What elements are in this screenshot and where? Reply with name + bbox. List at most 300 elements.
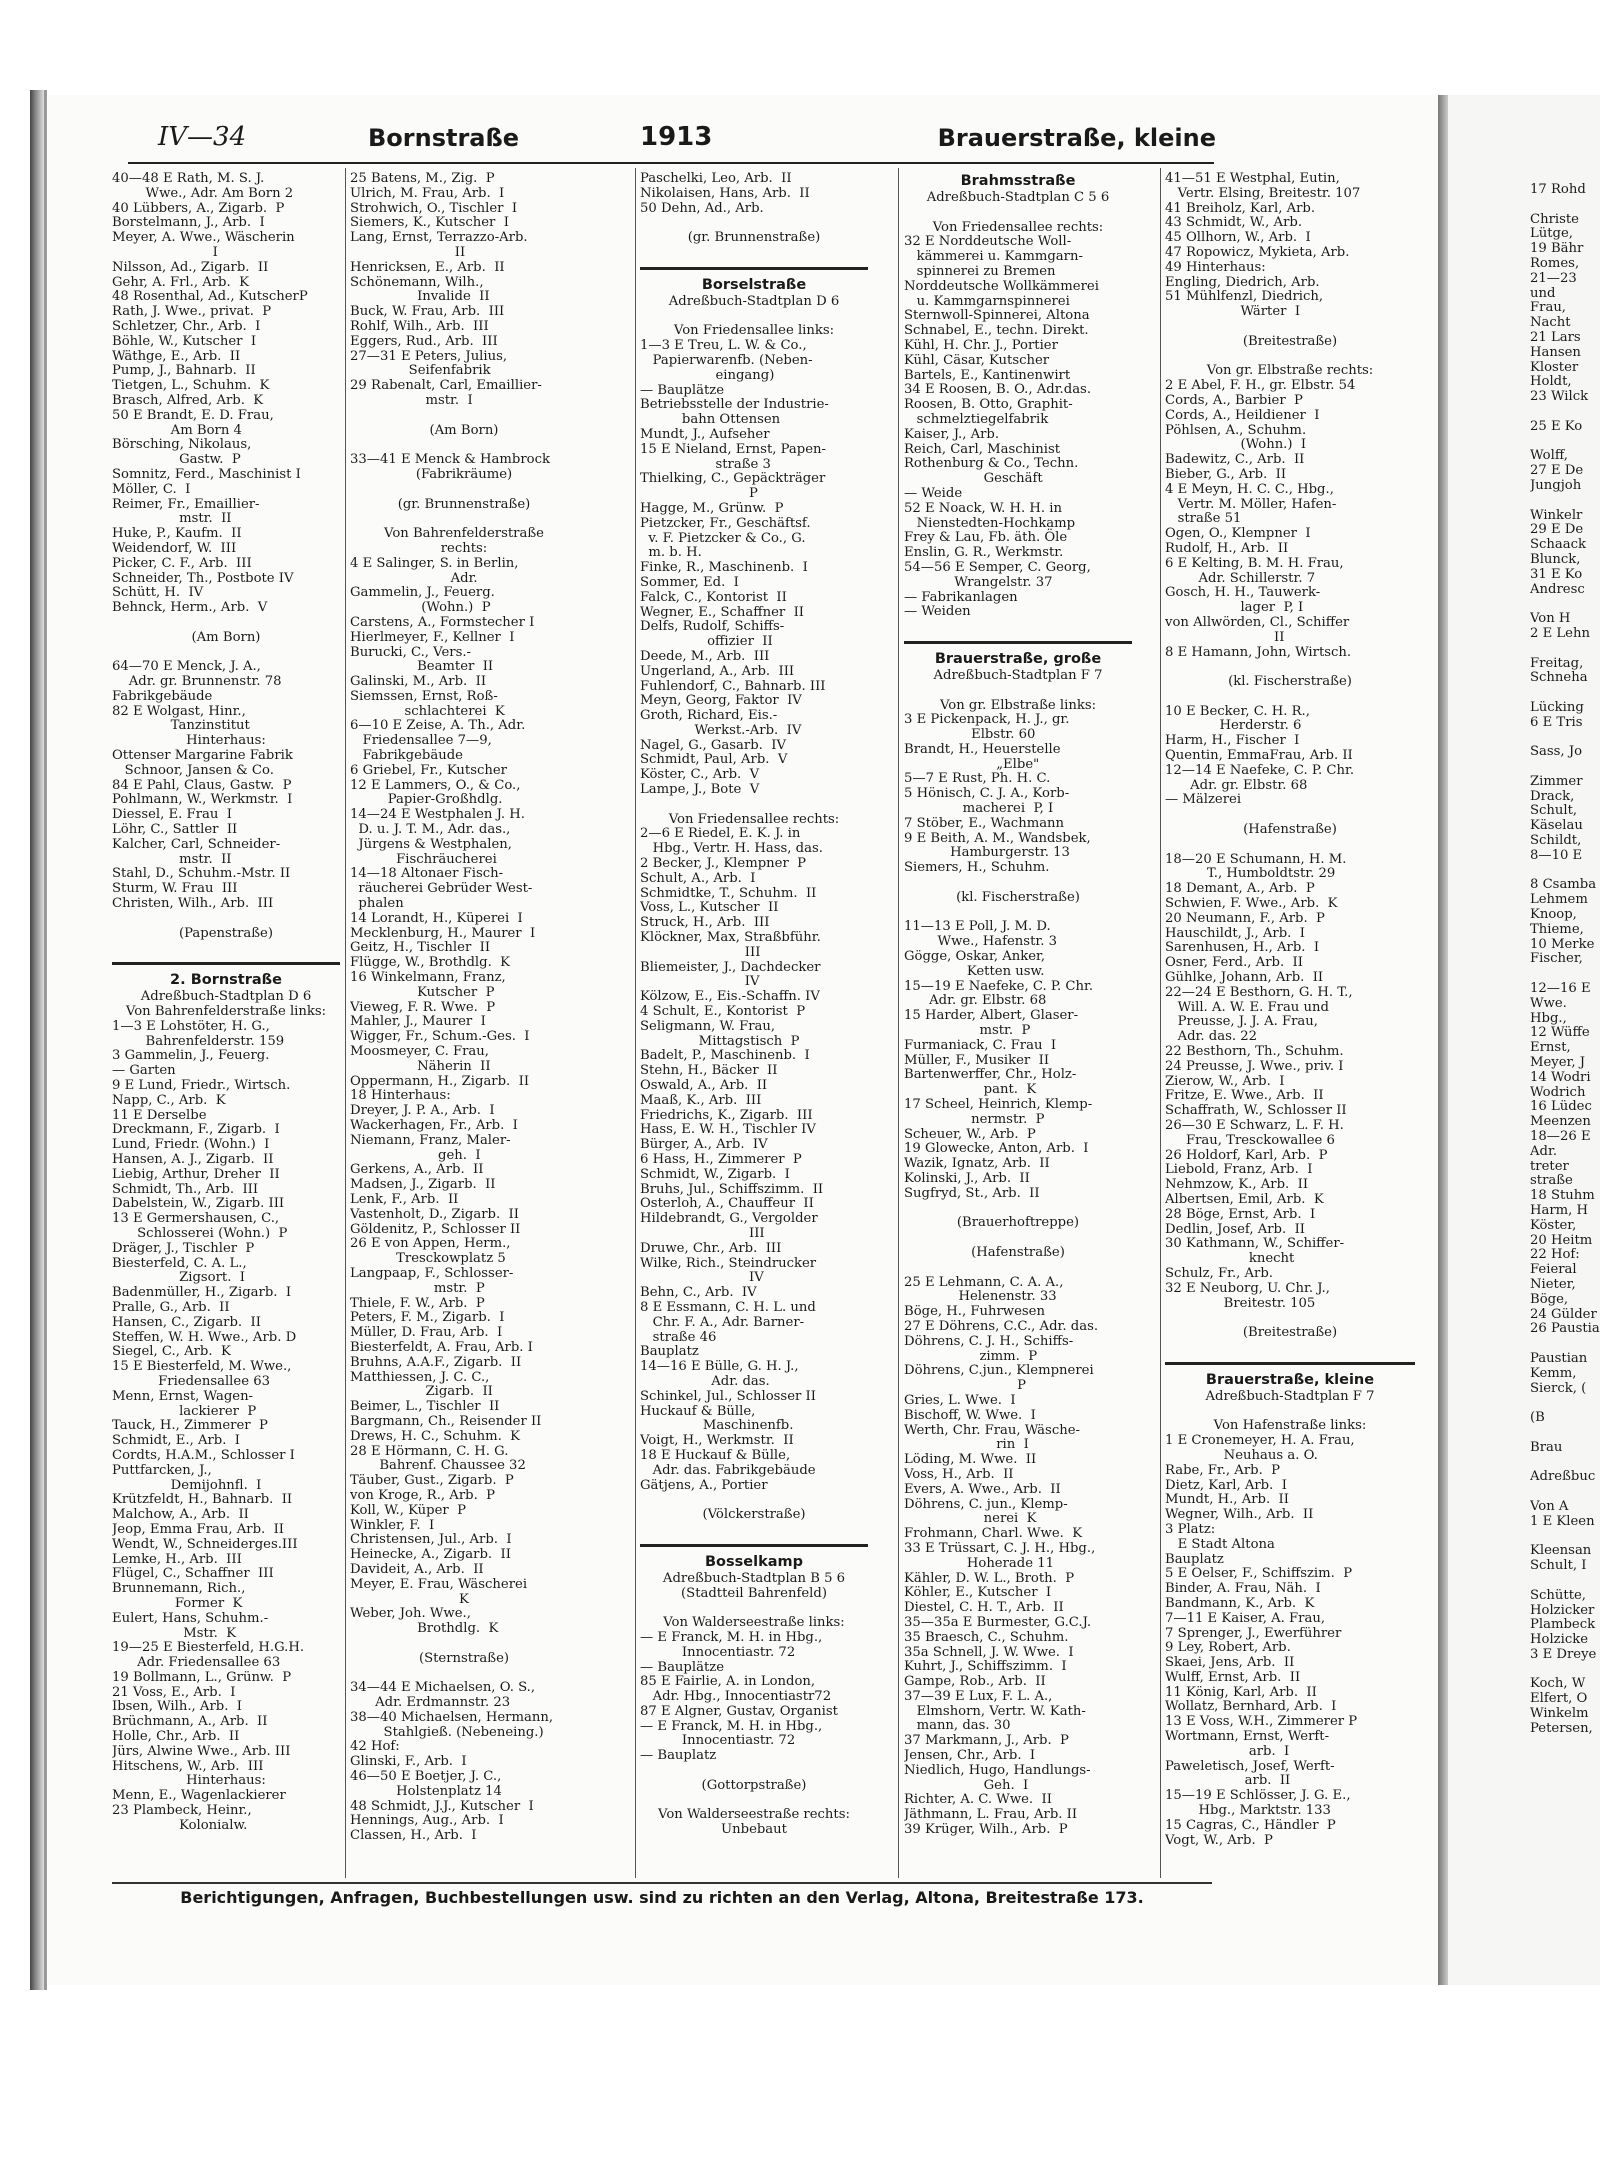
directory-entry: 37 Markmann, J., Arb. P <box>904 1733 1069 1749</box>
directory-entry: Vastenholt, D., Zigarb. II <box>350 1206 519 1222</box>
directory-entry: Täuber, Gust., Zigarb. P <box>350 1473 514 1489</box>
fragment-line: 19 Bähr <box>1530 241 1584 257</box>
directory-entry: Pump, J., Bahnarb. II <box>112 363 256 379</box>
directory-entry: Liebold, Franz, Arb. I <box>1165 1162 1313 1178</box>
fragment-line: Wwe. <box>1530 995 1567 1011</box>
directory-entry: lager P, I <box>1165 600 1304 616</box>
directory-column-1 <box>112 172 340 1872</box>
fragment-line: 31 E Ko <box>1530 566 1583 582</box>
cross-street-note: Von Walderseestraße links: <box>663 1615 845 1631</box>
directory-entry: Stahlgieß. (Nebeneing.) <box>350 1724 544 1740</box>
directory-entry: Moosmeyer, C. Frau, <box>350 1044 489 1060</box>
directory-entry: 17 Scheel, Heinrich, Klemp- <box>904 1097 1093 1113</box>
fragment-line: Schneha <box>1530 670 1588 686</box>
directory-entry: 6—10 E Zeise, A. Th., Adr. <box>350 718 526 734</box>
cross-street-note: (Brauerhoftreppe) <box>956 1215 1080 1231</box>
fragment-line: 26 Paustia <box>1530 1321 1600 1337</box>
directory-entry: 35—35a E Burmester, G.C.J. <box>904 1614 1092 1630</box>
directory-entry: „Elbe" <box>904 756 1040 772</box>
directory-entry: Adr. Erdmannstr. 23 <box>350 1695 511 1711</box>
directory-entry: Pralle, G., Arb. II <box>112 1299 230 1315</box>
page-header <box>108 118 1216 158</box>
directory-entry: Engling, Diedrich, Arb. <box>1165 274 1320 290</box>
fragment-line: Wodrich <box>1530 1084 1586 1100</box>
directory-entry: Neuhaus a. O. <box>1165 1447 1318 1463</box>
directory-entry: Dedlin, Josef, Arb. II <box>1165 1221 1305 1237</box>
fragment-line: 14 Wodri <box>1530 1069 1591 1085</box>
directory-entry <box>1165 350 1415 365</box>
directory-entry: Huke, P., Kaufm. II <box>112 526 242 542</box>
directory-entry: Wulff, Ernst, Arb. II <box>1165 1669 1301 1685</box>
directory-entry <box>640 246 868 261</box>
directory-entry: Fuhlendorf, C., Bahnarb. III <box>640 678 826 694</box>
fragment-line: Köster, <box>1530 1217 1577 1233</box>
directory-entry: Schütt, H. IV <box>112 585 204 601</box>
directory-entry: 22—24 E Besthorn, G. H. T., <box>1165 984 1353 1000</box>
fragment-line: 18—26 E <box>1530 1129 1591 1144</box>
directory-entry: Gehr, A. Frl., Arb. K <box>112 274 249 290</box>
directory-entry: Enslin, G. R., Werkmstr. <box>904 545 1064 561</box>
directory-entry <box>350 409 578 424</box>
directory-entry: m. b. H. <box>640 545 702 561</box>
fragment-line: 25 E Ko <box>1530 418 1583 434</box>
directory-entry: 27—31 E Peters, Julius, <box>350 348 508 364</box>
directory-entry: Schmidt, Th., Arb. III <box>112 1181 259 1197</box>
cross-street-note: (Sternstraße) <box>418 1650 510 1666</box>
directory-entry: II <box>350 244 466 260</box>
directory-entry: straße 51 <box>1165 511 1242 527</box>
directory-entry: Bruhns, A.A.F., Zigarb. II <box>350 1354 522 1370</box>
directory-entry: 27 E Döhrens, C.C., Adr. das. <box>904 1318 1099 1334</box>
directory-entry: — E Franck, M. H. in Hbg., <box>640 1629 823 1645</box>
directory-entry: Meyn, Georg, Faktor IV <box>640 693 802 709</box>
directory-entry: 12—14 E Naefeke, C. P. Chr. <box>1165 762 1355 778</box>
cross-street-note: (Hafenstraße) <box>1243 822 1337 838</box>
directory-entry: 19 Glowecke, Anton, Arb. I <box>904 1141 1089 1157</box>
directory-entry: Oswald, A., Arb. II <box>640 1078 768 1094</box>
directory-entry: Fabrikgebäude <box>112 688 213 704</box>
directory-entry: schmelztiegelfabrik <box>904 411 1049 427</box>
directory-entry: Dreckmann, F., Zigarb. I <box>112 1122 280 1138</box>
street-heading: Borselstraße <box>701 276 807 293</box>
fragment-line <box>1530 760 1600 775</box>
directory-entry: Wegner, E., Schaffner II <box>640 604 805 620</box>
directory-entry: Matthiessen, J. C. C., <box>350 1369 490 1385</box>
directory-entry: Frohmann, Charl. Wwe. K <box>904 1526 1083 1542</box>
directory-entry: Kaiser, J., Arb. <box>904 426 1000 442</box>
directory-entry: 7 Stöber, E., Wachmann <box>904 815 1065 831</box>
directory-entry: Hansen, A. J., Zigarb. II <box>112 1152 274 1167</box>
directory-entry: Will. A. W. E. Frau und <box>1165 999 1329 1015</box>
year-heading: 1913 <box>640 122 713 152</box>
directory-entry: Kutscher P <box>350 984 495 1000</box>
directory-entry: 48 Schmidt, J.J., Kutscher I <box>350 1798 534 1814</box>
cross-street-note: Von Hafenstraße links: <box>1213 1418 1367 1434</box>
directory-entry: Rabe, Fr., Arb. P <box>1165 1462 1281 1478</box>
directory-entry: Werkst.-Arb. IV <box>640 722 802 738</box>
fragment-line: Sass, Jo <box>1530 744 1583 760</box>
directory-entry: Schlosserei (Wohn.) P <box>112 1225 288 1241</box>
directory-entry: Wollatz, Bernhard, Arb. I <box>1165 1699 1337 1715</box>
directory-entry: Jäthmann, L. Frau, Arb. II <box>904 1807 1078 1823</box>
directory-entry: 35a Schnell, J. W. Wwe. I <box>904 1644 1074 1660</box>
directory-entry: Preusse, J. J. A. Frau, <box>1165 1014 1318 1030</box>
next-page-edge <box>1438 95 1600 1985</box>
fragment-line: 29 E De <box>1530 522 1584 538</box>
fragment-line: Böge, <box>1530 1291 1569 1307</box>
directory-entry: 85 E Fairlie, A. in London, <box>640 1674 816 1690</box>
directory-entry: Brasch, Alfred, Arb. K <box>112 392 264 408</box>
directory-entry: Näherin II <box>350 1058 491 1074</box>
directory-entry: straße 3 <box>640 456 771 472</box>
directory-entry: Gries, L. Wwe. I <box>904 1392 1016 1408</box>
directory-entry: Böhle, W., Kutscher I <box>112 333 257 349</box>
cross-street-note: (Am Born) <box>429 422 499 438</box>
fragment-line: Koch, W <box>1530 1676 1586 1692</box>
fragment-line <box>1530 494 1600 509</box>
directory-entry: 22 Besthorn, Th., Schuhm. <box>1165 1044 1344 1060</box>
directory-entry: Christensen, Jul., Arb. I <box>350 1532 512 1548</box>
directory-entry: Kühl, H. Chr. J., Portier <box>904 337 1058 353</box>
directory-entry: Borstelmann, J., Arb. I <box>112 215 265 231</box>
directory-entry: IV <box>640 1270 764 1286</box>
column-divider <box>898 168 899 1878</box>
directory-entry: Wazik, Ignatz, Arb. II <box>904 1156 1050 1172</box>
directory-entry <box>640 1493 868 1508</box>
directory-entry: 25 Batens, M., Zig. P <box>350 172 495 186</box>
directory-entry: 26—30 E Schwarz, L. F. H. <box>1165 1118 1344 1133</box>
directory-entry <box>904 620 1132 635</box>
directory-entry: v. F. Pietzcker & Co., G. <box>640 530 806 546</box>
cross-street-note: (Fabrikräume) <box>415 466 513 482</box>
header-rule <box>128 162 1214 164</box>
directory-entry: 23 Plambeck, Heinr., <box>112 1803 252 1819</box>
section-rule <box>640 1544 868 1553</box>
directory-entry: Bartels, E., Kantinenwirt <box>904 367 1071 383</box>
directory-entry: Hagge, M., Grünw. P <box>640 500 784 516</box>
directory-entry: Carstens, A., Formstecher I <box>350 614 535 630</box>
fragment-line: 21 Lars <box>1530 329 1581 345</box>
directory-entry: Adr. gr. Elbstr. 68 <box>1165 777 1308 793</box>
directory-entry: Eulert, Hans, Schuhm.- <box>112 1610 269 1626</box>
directory-entry: Papierwarenfb. (Neben- <box>640 352 813 368</box>
directory-entry <box>1165 838 1415 853</box>
directory-entry: Nikolaisen, Hans, Arb. II <box>640 185 810 201</box>
scan-binding-line <box>44 90 47 1990</box>
directory-entry <box>640 1764 868 1779</box>
directory-entry: Zigsort. I <box>112 1270 245 1286</box>
directory-entry: 18 E Huckauf & Bülle, <box>640 1447 791 1463</box>
directory-entry: 15 E Biesterfeld, M. Wwe., <box>112 1359 292 1375</box>
directory-entry: Bischoff, W. Wwe. I <box>904 1407 1036 1423</box>
directory-entry <box>640 1523 868 1538</box>
fragment-line: Nieter, <box>1530 1276 1576 1292</box>
directory-entry: Invalide II <box>350 289 490 305</box>
directory-entry: Sarenhusen, H., Arb. I <box>1165 940 1320 956</box>
directory-entry: II <box>1165 629 1285 645</box>
directory-entry: Ibsen, Wilh., Arb. I <box>112 1699 242 1715</box>
directory-entry: Nehmzow, K., Arb. II <box>1165 1177 1309 1193</box>
directory-entry <box>640 216 868 231</box>
directory-entry: Brüchmann, A., Arb. II <box>112 1714 268 1730</box>
directory-entry: 33—41 E Menck & Hambrock <box>350 452 550 468</box>
directory-entry: I <box>112 244 218 260</box>
directory-entry: Kühl, Cäsar, Kutscher <box>904 352 1050 368</box>
directory-entry: Döhrens, C. J. H., Schiffs- <box>904 1333 1074 1349</box>
directory-entry: Harm, H., Fischer I <box>1165 733 1300 749</box>
directory-entry: Ogen, O., Klempner I <box>1165 526 1311 542</box>
directory-entry: Pietzcker, Fr., Geschäftsf. <box>640 515 811 531</box>
directory-entry: Schmidt, E., Arb. I <box>112 1433 241 1449</box>
directory-entry: Schmidtke, T., Schuhm. II <box>640 885 817 901</box>
cross-street-note: Adreßbuch-Stadtplan D 6 <box>668 293 840 309</box>
fragment-line: Thieme, <box>1530 921 1584 937</box>
directory-entry: Vogt, W., Arb. P <box>1165 1832 1273 1848</box>
fragment-line: Schaack <box>1530 537 1587 553</box>
fragment-line <box>1530 405 1600 420</box>
directory-entry: Buck, W. Frau, Arb. III <box>350 304 505 320</box>
cross-street-note: (Papenstraße) <box>178 925 274 941</box>
directory-entry: schlachterei K <box>350 703 505 719</box>
directory-entry: 3 E Pickenpack, H. J., gr. <box>904 712 1070 728</box>
fragment-line: 24 Gülder <box>1530 1306 1597 1322</box>
directory-entry: Former K <box>112 1595 243 1611</box>
fragment-line: Holzicke <box>1530 1632 1589 1648</box>
directory-entry: Pöhlsen, A., Schuhm. <box>1165 422 1307 438</box>
cross-street-note: (gr. Brunnenstraße) <box>687 230 821 246</box>
directory-entry: Huckauf & Bülle, <box>640 1403 756 1419</box>
directory-entry: 13 E Voss, W.H., Zimmerer P <box>1165 1714 1358 1730</box>
directory-entry: Tresckowplatz 5 <box>350 1251 506 1267</box>
directory-entry: 12 E Lammers, O., & Co., <box>350 777 521 793</box>
fragment-line <box>1530 1456 1600 1471</box>
fragment-line: 10 Merke <box>1530 936 1595 952</box>
directory-entry: Menn, Ernst, Wagen- <box>112 1388 254 1404</box>
directory-entry: — Bauplätze <box>640 1659 724 1675</box>
directory-entry: 14 Lorandt, H., Küperei I <box>350 910 523 926</box>
directory-entry <box>112 912 340 927</box>
directory-entry: Vertr. Elsing, Breitestr. 107 <box>1165 185 1361 201</box>
directory-entry: Bahrenf. Chaussee 32 <box>350 1458 526 1474</box>
directory-entry: 18 Hinterhaus: <box>350 1088 451 1104</box>
directory-entry: — Mälzerei <box>1165 792 1242 808</box>
fragment-line: Kleensan <box>1530 1543 1592 1559</box>
fragment-line: Fischer, <box>1530 951 1583 967</box>
directory-entry: 4 Schult, E., Kontorist P <box>640 1004 806 1020</box>
fragment-line <box>1530 597 1600 612</box>
directory-entry: T., Humboldtstr. 29 <box>1165 866 1336 882</box>
directory-entry: 47 Ropowicz, Mykieta, Arb. <box>1165 244 1350 260</box>
fragment-line: Nacht <box>1530 315 1571 331</box>
fragment-line: Schütte, <box>1530 1587 1587 1603</box>
directory-entry: — Bauplatz <box>640 1748 717 1764</box>
fragment-line: Meyer, J <box>1530 1055 1586 1071</box>
fragment-line: Adreßbuc <box>1530 1469 1596 1485</box>
directory-entry: mstr. I <box>350 392 473 408</box>
directory-entry: Gampe, Rob., Arb. II <box>904 1674 1046 1690</box>
directory-entry: — Weide <box>904 485 963 501</box>
directory-entry: Rath, J. Wwe., privat. P <box>112 304 272 320</box>
directory-entry: 34 E Roosen, B. O., Adr.das. <box>904 382 1092 398</box>
directory-entry: III <box>640 944 761 960</box>
directory-entry: Holstenplatz 14 <box>350 1783 502 1799</box>
directory-entry: Dietz, Karl, Arb. I <box>1165 1477 1287 1493</box>
directory-entry: Köster, C., Arb. V <box>640 767 760 783</box>
directory-entry: Bargmann, Ch., Reisender II <box>350 1413 542 1429</box>
directory-entry: 16 Winkelmann, Franz, <box>350 970 506 986</box>
directory-entry: 4 E Salinger, S. in Berlin, <box>350 555 519 571</box>
directory-entry: 14—18 Altonaer Fisch- <box>350 866 504 882</box>
directory-entry: 4 E Meyn, H. C. C., Hbg., <box>1165 481 1334 497</box>
directory-entry: Reimer, Fr., Emaillier- <box>112 496 260 512</box>
directory-entry: Henricksen, E., Arb. II <box>350 259 505 275</box>
fragment-line: straße <box>1530 1173 1573 1189</box>
cross-street-note: Von Bahrenfelderstraße <box>384 526 544 542</box>
directory-entry: Friedrichs, K., Zigarb. III <box>640 1107 813 1123</box>
directory-entry: Fischräucherei <box>350 851 497 867</box>
directory-entry: Schmidt, W., Zigarb. I <box>640 1166 790 1182</box>
directory-entry: Somnitz, Ferd., Maschinist I <box>112 466 301 482</box>
section-rule <box>640 267 868 276</box>
directory-entry: (Wohn.) I <box>1165 437 1307 453</box>
directory-entry: kämmerei u. Kammgarn- <box>904 249 1083 265</box>
directory-entry: 39 Krüger, Wilh., Arb. P <box>904 1822 1068 1838</box>
directory-entry: Scheuer, W., Arb. P <box>904 1126 1036 1142</box>
directory-entry: Davideit, A., Arb. II <box>350 1561 484 1577</box>
directory-entry: Siemssen, Ernst, Roß- <box>350 688 498 704</box>
directory-entry: Brunnemann, Rich., <box>112 1581 246 1597</box>
fragment-line: 3 E Dreye <box>1530 1646 1597 1662</box>
directory-entry: Hansen, C., Zigarb. II <box>112 1314 261 1330</box>
directory-entry: Christen, Wilh., Arb. III <box>112 896 274 912</box>
cross-street-note: Von gr. Elbstraße rechts: <box>1206 363 1374 379</box>
directory-entry: — Fabrikanlagen <box>904 589 1018 605</box>
directory-entry: Jensen, Chr., Arb. I <box>904 1748 1036 1764</box>
directory-entry <box>904 876 1132 891</box>
directory-entry: Müller, F., Musiker II <box>904 1052 1050 1068</box>
scan-binding-edge <box>30 90 44 1990</box>
directory-entry: Siemers, K., Kutscher I <box>350 215 509 231</box>
directory-entry: Finke, R., Maschinenb. I <box>640 560 808 576</box>
directory-entry: Gätjens, A., Portier <box>640 1477 768 1493</box>
directory-entry: Niemann, Franz, Maler- <box>350 1132 511 1148</box>
fragment-line: 18 Stuhm <box>1530 1188 1595 1204</box>
fragment-line: Frau, <box>1530 300 1567 316</box>
directory-entry: nermstr. P <box>904 1111 1045 1127</box>
directory-entry: Siegel, C., Arb. K <box>112 1344 231 1360</box>
fragment-line: Adr. <box>1530 1143 1558 1159</box>
directory-entry: Schaffrath, W., Schlosser II <box>1165 1103 1347 1119</box>
directory-entry: nerei K <box>904 1511 1037 1527</box>
directory-entry: Seligmann, W. Frau, <box>640 1018 776 1034</box>
directory-entry: 42 Hof: <box>350 1739 400 1755</box>
directory-entry: Wwe., Adr. Am Born 2 <box>112 185 294 201</box>
directory-entry: Osner, Ferd., Arb. II <box>1165 955 1303 971</box>
fragment-line: Ernst, <box>1530 1040 1571 1056</box>
fragment-line: Plambeck <box>1530 1617 1596 1633</box>
directory-entry: Wigger, Fr., Schum.-Ges. I <box>350 1029 530 1045</box>
directory-entry: Rohlf, Wilh., Arb. III <box>350 318 489 334</box>
directory-entry: 1—3 E Lohstöter, H. G., <box>112 1018 270 1034</box>
cross-street-note: Adreßbuch-Stadtplan D 6 <box>140 989 312 1005</box>
cross-street-note: Adreßbuch-Stadtplan B 5 6 <box>662 1570 846 1586</box>
cross-street-note: Von Friedensallee rechts: <box>932 219 1104 235</box>
directory-entry: Gammelin, J., Feuerg. <box>350 585 495 601</box>
fragment-line: Harm, H <box>1530 1202 1589 1218</box>
directory-entry: Wendt, W., Schneiderges.III <box>112 1536 298 1552</box>
directory-entry: 50 E Brandt, E. D. Frau, <box>112 407 274 423</box>
directory-entry: Nagel, G., Gasarb. IV <box>640 737 786 753</box>
fragment-line: Von A <box>1530 1498 1569 1514</box>
directory-entry: 41 Breiholz, Karl, Arb. <box>1165 200 1316 216</box>
directory-entry: eingang) <box>640 367 775 383</box>
directory-entry: (Wohn.) P <box>350 600 491 616</box>
cross-street-note: Von Bahrenfelderstraße links: <box>125 1004 327 1020</box>
fragment-line: Sierck, ( <box>1530 1380 1587 1396</box>
directory-entry: Weber, Joh. Wwe., <box>350 1606 471 1622</box>
directory-entry: Werth, Chr. Frau, Wäsche- <box>904 1422 1080 1438</box>
directory-entry: knecht <box>1165 1251 1295 1267</box>
directory-entry: Deede, M., Arb. III <box>640 648 770 664</box>
directory-entry: von Allwörden, Cl., Schiffer <box>1165 614 1350 630</box>
directory-entry: Cords, A., Heildiener I <box>1165 407 1320 423</box>
directory-entry: Beimer, L., Tischler II <box>350 1399 500 1415</box>
directory-entry: Galinski, M., Arb. II <box>350 674 487 690</box>
fragment-line: Jungjoh <box>1530 477 1582 493</box>
directory-entry: 29 Rabenalt, Carl, Emaillier- <box>350 378 542 394</box>
directory-entry: von Kroge, R., Arb. P <box>350 1487 496 1503</box>
fragment-line <box>1530 864 1600 879</box>
fragment-line <box>1530 1426 1600 1441</box>
cross-street-note: Adreßbuch-Stadtplan F 7 <box>1205 1388 1375 1404</box>
cross-street-note: (kl. Fischerstraße) <box>956 889 1080 905</box>
fragment-line <box>1530 730 1600 745</box>
section-rule <box>112 962 340 971</box>
directory-entry: Wortmann, Ernst, Werft- <box>1165 1729 1330 1745</box>
directory-entry: 35 Braesch, C., Schuhm. <box>904 1629 1069 1645</box>
directory-entry: Hoheradе 11 <box>904 1555 1055 1571</box>
directory-entry: Chr. F. A., Adr. Barner- <box>640 1314 805 1330</box>
street-heading: Bosselkamp <box>705 1553 803 1570</box>
directory-entry: Lemke, H., Arb. III <box>112 1551 242 1567</box>
directory-entry: 19—25 E Biesterfeld, H.G.H. <box>112 1640 305 1656</box>
directory-entry: Adr. das. <box>640 1373 770 1389</box>
directory-entry: Langpaap, F., Schlosser- <box>350 1265 514 1281</box>
directory-entry: Hitschens, W., Arb. III <box>112 1758 264 1774</box>
directory-entry: Peters, F. M., Zigarb. I <box>350 1310 505 1326</box>
directory-entry: 28 Böge, Ernst, Arb. I <box>1165 1206 1316 1222</box>
column-divider <box>1160 168 1161 1878</box>
directory-entry <box>112 616 340 631</box>
directory-entry <box>112 941 340 956</box>
directory-entry: Delfs, Rudolf, Schiffs- <box>640 619 785 635</box>
directory-entry: Göldenitz, P., Schlosser II <box>350 1221 521 1237</box>
directory-entry: 48 Rosenthal, Ad., KutscherP <box>112 289 308 305</box>
fragment-line: 2 E Lehn <box>1530 625 1590 641</box>
directory-entry: Böge, H., Fuhrwesen <box>904 1304 1045 1320</box>
directory-entry: Voigt, H., Werkmstr. II <box>640 1433 794 1449</box>
directory-entry: Jürs, Alwine Wwe., Arb. III <box>112 1743 291 1759</box>
directory-entry <box>1165 1405 1415 1420</box>
directory-entry: 14—16 E Bülle, G. H. J., <box>640 1359 799 1375</box>
directory-entry: 2—6 E Riedel, E. K. J. in <box>640 826 801 842</box>
directory-entry: Rudolf, H., Arb. II <box>1165 540 1289 556</box>
fragment-line: 12—16 E <box>1530 981 1591 997</box>
right-running-title: Brauerstraße, kleine <box>937 124 1216 152</box>
directory-entry: Skaei, Jens, Arb. II <box>1165 1655 1295 1671</box>
directory-entry: Betriebsstelle der Industrie- <box>640 397 829 413</box>
directory-entry: straße 46 <box>640 1329 717 1345</box>
